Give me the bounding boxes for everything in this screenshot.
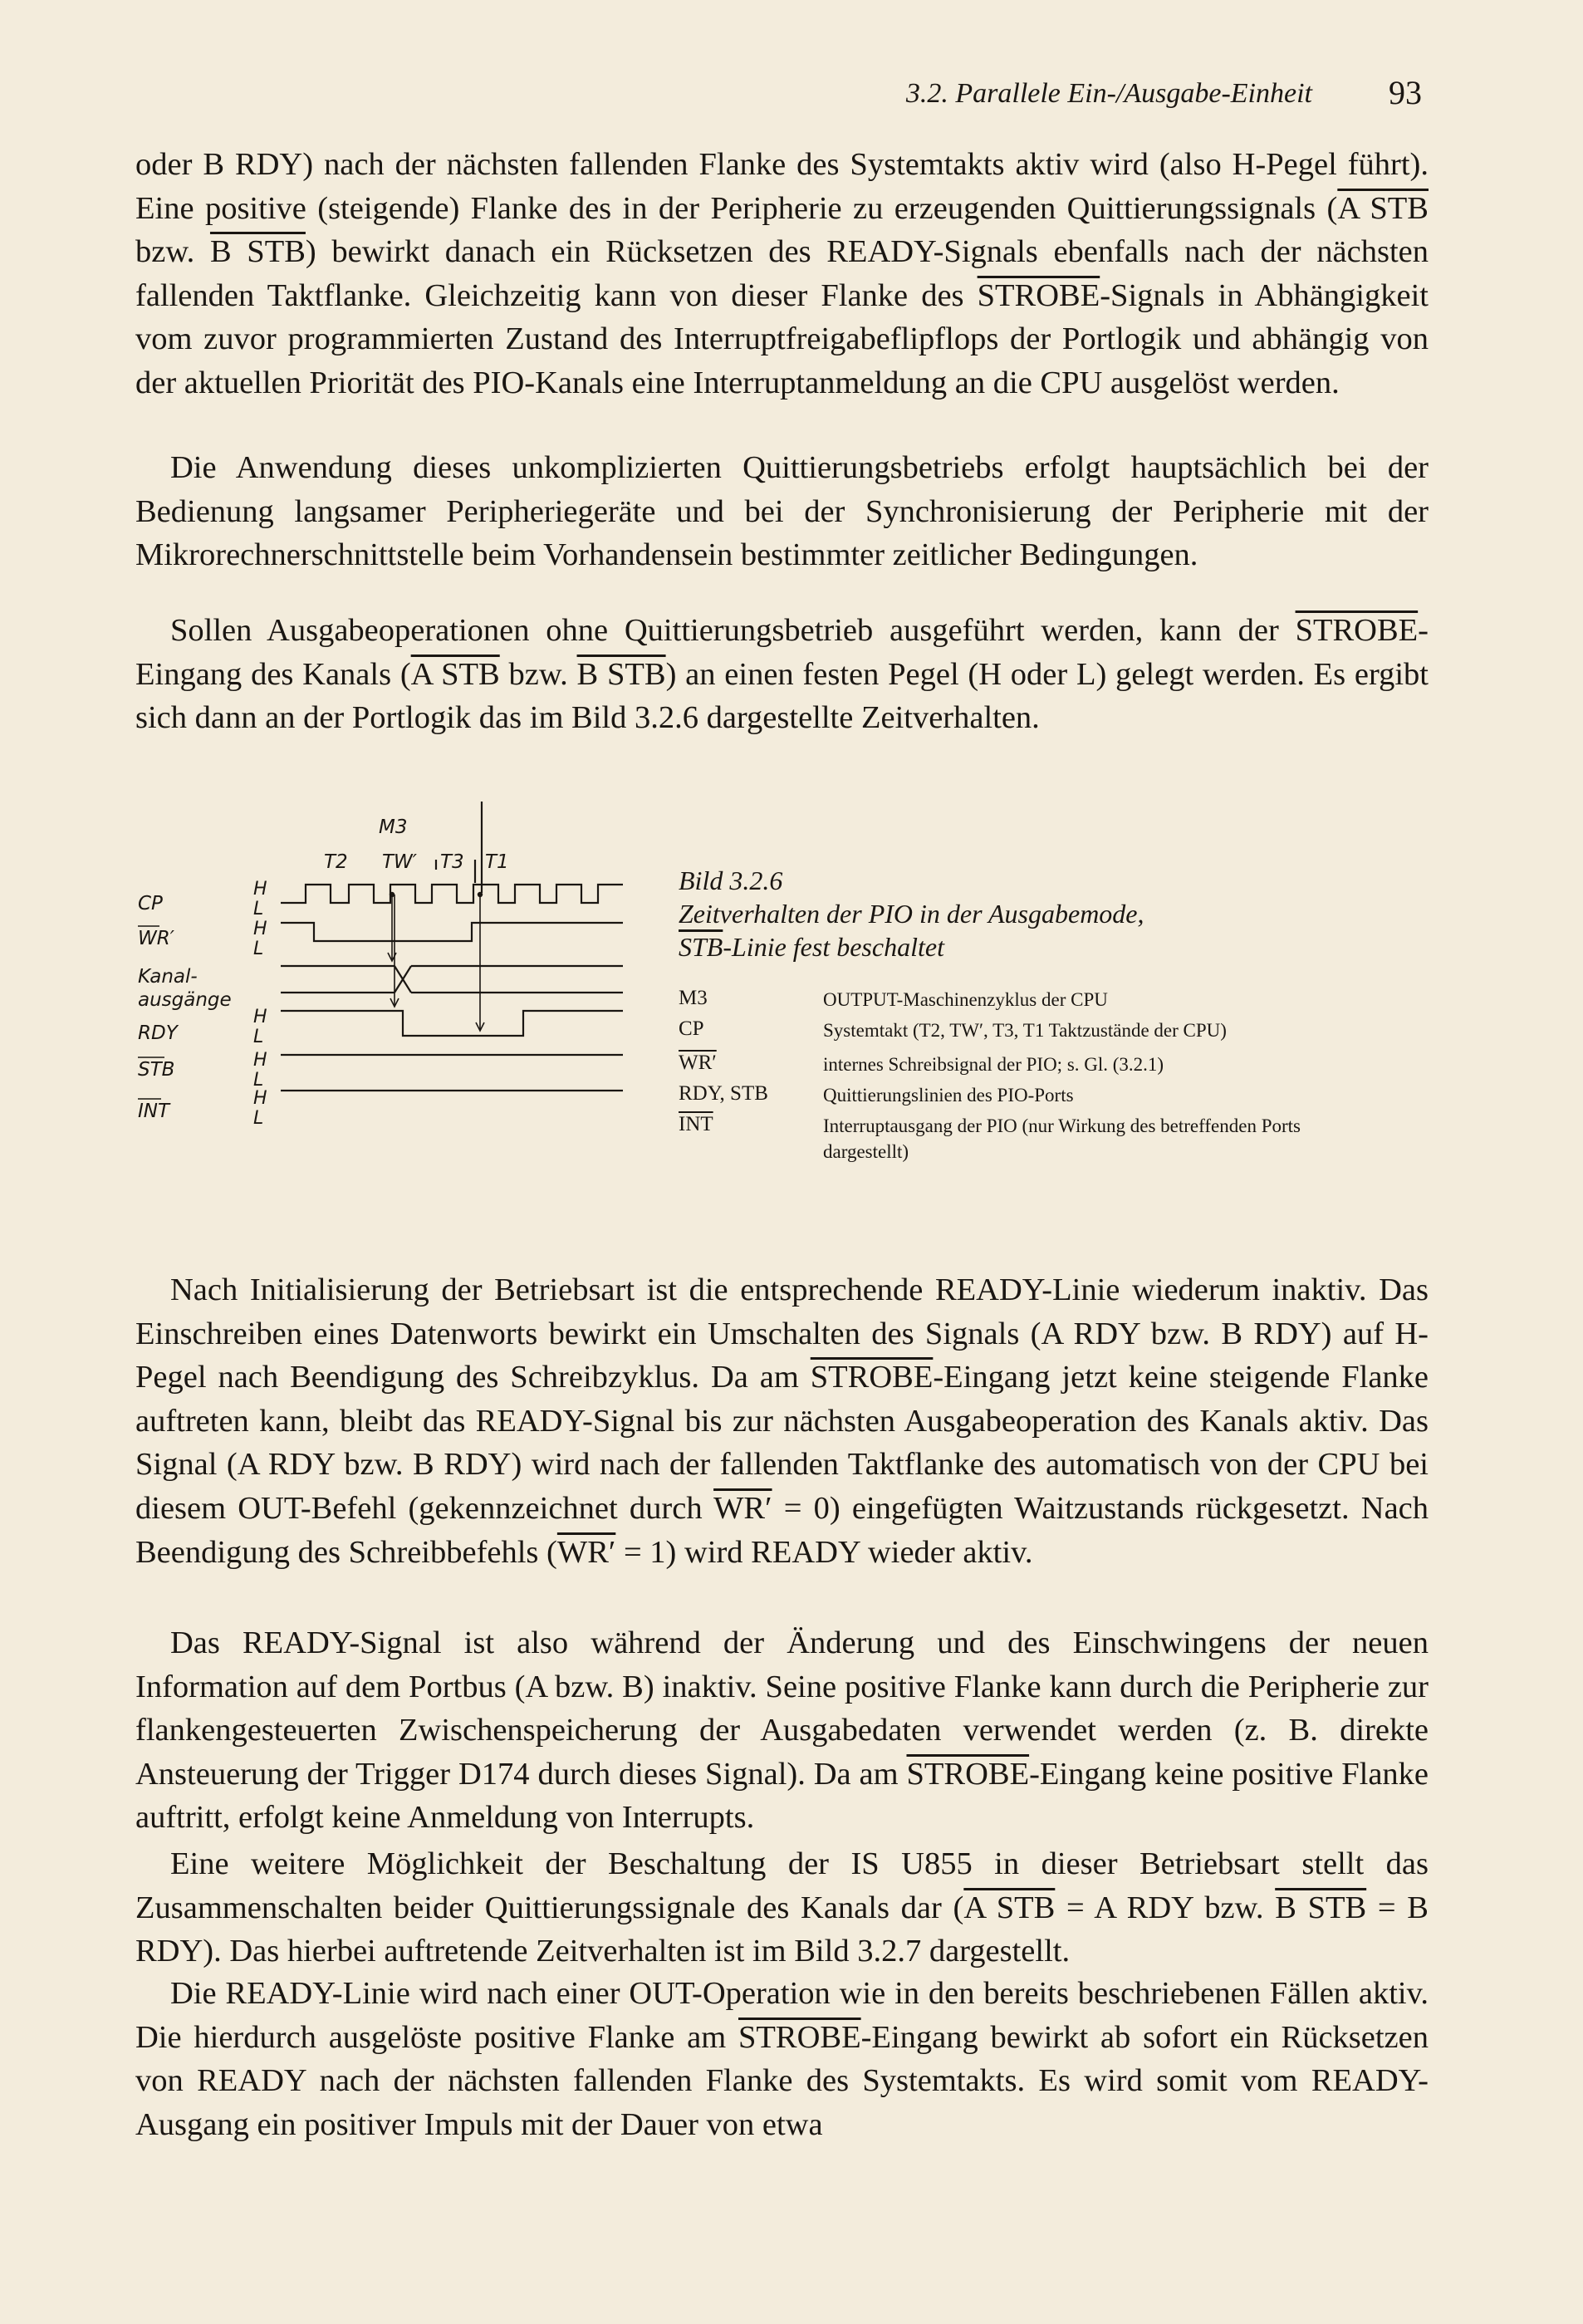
level-l: L bbox=[253, 1108, 264, 1129]
paragraph-6 bbox=[135, 1842, 1429, 1973]
legend-row bbox=[679, 1052, 1310, 1077]
cp-waveform bbox=[281, 885, 623, 903]
label-tw: TW′ bbox=[382, 851, 418, 873]
figure-caption-line-2 bbox=[679, 930, 1293, 963]
legend-text: Interruptausgang der PIO (nur Wirkung des betreffenden Ports dargestellt) bbox=[823, 1115, 1301, 1162]
timing-diagram bbox=[125, 793, 656, 1242]
legend-text: Systemtakt (T2, TW′, T3, T1 Taktzustände der CPU) bbox=[823, 1020, 1227, 1041]
legend-key: RDY, STB bbox=[679, 1082, 768, 1105]
level-l: L bbox=[253, 1027, 264, 1047]
text-run: Das READY-Signal ist also während der Änderung und des Einschwingens der neuen Information auf dem Portbus (A bzw. B) inaktiv. Seine positive Flanke kann durch die Peripherie zur flankengesteuerten Zwischenspeicherung der Ausgabedaten verwendet werden (z. B. direkte Ansteuerung der Trigger D174 durch dieses Signal). Da am bbox=[135, 1625, 1429, 1792]
text-run: = A RDY bzw. bbox=[1055, 1890, 1276, 1925]
label-kanal-1: Kanal- bbox=[138, 966, 198, 988]
label-m3: M3 bbox=[379, 816, 408, 838]
label-t3: T3 bbox=[440, 851, 464, 873]
figure-caption bbox=[679, 864, 1293, 963]
legend-key: CP bbox=[679, 1017, 704, 1040]
figure-number: Bild 3.2.6 bbox=[679, 865, 783, 895]
paragraph-7 bbox=[135, 1972, 1429, 2146]
rdy-waveform bbox=[281, 1011, 623, 1036]
node-dot bbox=[390, 892, 395, 897]
section-title: 3.2. Parallele Ein-/Ausgabe-Einheit bbox=[905, 78, 1312, 109]
text-run: = 0) eingefügten Waitzustands rückgesetzt. Nach Beendigung des Schreibbefehls ( bbox=[135, 1490, 1429, 1570]
paragraph-3 bbox=[135, 609, 1429, 740]
text-run: -Eingang jetzt keine steigende Flanke auftreten kann, bleibt das READY-Signal bis zur nächsten Ausgabeoperation des Kanals aktiv. Das Signal (A RDY bzw. B RDY) wird nach der fallenden Taktflanke des automatisch von der CPU bei diesem OUT-Befehl (gekennzeichnet durch bbox=[135, 1360, 1429, 1526]
text-run: Die READY-Linie wird nach einer OUT-Operation wie in den bereits beschriebenen Fällen aktiv. Die hierdurch ausgelöste positive Flanke am bbox=[135, 1976, 1429, 2055]
label-t1: T1 bbox=[485, 851, 509, 873]
label-kanal-2: ausgänge bbox=[138, 989, 232, 1011]
overlined-signal: $\overline{STB}$ bbox=[679, 932, 723, 962]
text-run: bzw. bbox=[135, 234, 210, 270]
label-int: INT bbox=[138, 1101, 170, 1122]
text-run: = B RDY). Das hierbei auftretende Zeitverhalten ist im Bild 3.2.7 dargestellt. bbox=[135, 1890, 1429, 1969]
wr-waveform bbox=[281, 923, 623, 941]
text-run: oder B RDY) nach der nächsten fallenden Flanke des Systemtakts aktiv wird (also H-Pegel führt). Eine positive (steigende) Flanke des in der Peripherie zu erzeugenden Quittierungssignals ( bbox=[135, 147, 1429, 226]
paragraph-5 bbox=[135, 1621, 1429, 1840]
level-l: L bbox=[253, 939, 264, 959]
level-h: H bbox=[253, 879, 267, 900]
text-run: -Eingang bewirkt ab sofort ein Rücksetzen von READY nach der nächsten fallenden Flanke des Systemtakts. Es wird somit vom READY-Ausgang ein positiver Impuls mit der Dauer von etwa bbox=[135, 2019, 1429, 2142]
text-run: ) bewirkt danach ein Rücksetzen des READY-Signals ebenfalls nach der nächsten fallenden Taktflanke. Gleichzeitig kann von dieser Flanke des bbox=[135, 234, 1429, 313]
level-h: H bbox=[253, 1088, 267, 1109]
text-run: = 1) wird READY wieder aktiv. bbox=[615, 1534, 1033, 1570]
text-run: Nach Initialisierung der Betriebsart ist die entsprechende READY-Linie wiederum inaktiv. Das Einschreiben eines Datenworts bewirkt ein Umschalten des Signals (A RDY bzw. B RDY) auf H-Pegel nach Beendigung des Schreibzyklus. Da am bbox=[135, 1272, 1429, 1395]
label-cp: CP bbox=[138, 893, 163, 914]
legend-key: $\overline{INT}$ bbox=[679, 1113, 713, 1135]
figure-caption-line-1: Zeitverhalten der PIO in der Ausgabemode, bbox=[679, 899, 1144, 929]
text-run: -Signals in Abhängigkeit vom zuvor programmierten Zustand des Interruptfreigabeflipflops der Portlogik und abhängig von der aktuellen Priorität des PIO-Kanals eine Interruptanmeldung an die CPU ausgelöst werden. bbox=[135, 277, 1429, 400]
diagram-waveforms bbox=[281, 802, 623, 1091]
overlined-signal: B STB bbox=[1275, 1890, 1367, 1925]
overlined-signal: STROBE bbox=[810, 1360, 934, 1395]
level-h: H bbox=[253, 919, 267, 939]
label-stb: STB bbox=[138, 1059, 175, 1081]
bus-transition bbox=[395, 966, 411, 993]
level-h: H bbox=[253, 1050, 267, 1071]
figure-legend bbox=[679, 987, 1310, 1169]
text-run: -Eingang keine positive Flanke auftritt, erfolgt keine Anmeldung von Interrupts. bbox=[135, 1756, 1429, 1836]
label-t2: T2 bbox=[324, 851, 348, 873]
overlined-signal: STROBE bbox=[1295, 613, 1419, 648]
diagram-dots bbox=[390, 892, 483, 897]
legend-text: Quittierungslinien des PIO-Ports bbox=[823, 1085, 1074, 1106]
legend-key: M3 bbox=[679, 987, 708, 1009]
level-l: L bbox=[253, 1070, 264, 1091]
paragraph-1 bbox=[135, 143, 1429, 405]
legend-row bbox=[679, 1017, 1310, 1043]
legend-row bbox=[679, 1082, 1310, 1108]
legend-text: internes Schreibsignal der PIO; s. Gl. (3.2.1) bbox=[823, 1054, 1164, 1075]
level-l: L bbox=[253, 899, 264, 919]
overlined-signal: STROBE bbox=[906, 1756, 1030, 1792]
paragraph-2: Die Anwendung dieses unkomplizierten Quittierungsbetriebs erfolgt hauptsächlich bei der Bedienung langsamer Peripheriegeräte und bei der Synchronisierung der Peripherie mit der Mikrorechnerschnittstelle beim Vorhandensein bestimmter zeitlicher Bedingungen. bbox=[135, 450, 1429, 573]
label-wr: WR′ bbox=[138, 928, 174, 949]
text-run: bzw. bbox=[499, 656, 577, 692]
text-run: -Eingang des Kanals ( bbox=[135, 613, 1429, 692]
overlined-signal: STROBE bbox=[738, 2019, 861, 2055]
overlined-signal: B STB bbox=[209, 234, 306, 270]
legend-row bbox=[679, 1113, 1310, 1164]
overlined-signal: WR′ bbox=[713, 1490, 772, 1526]
label-rdy: RDY bbox=[138, 1022, 178, 1044]
legend-key: WR′ bbox=[679, 1052, 717, 1074]
overlined-signal: A STB bbox=[963, 1890, 1056, 1925]
running-header bbox=[855, 73, 1429, 115]
text-run: Sollen Ausgabeoperationen ohne Quittierungsbetrieb ausgeführt werden, kann der bbox=[170, 613, 1296, 648]
text-run: ) an einen festen Pegel (H oder L) gelegt werden. Es ergibt sich dann an der Portlogik das im Bild 3.2.6 dargestellte Zeitverhalten. bbox=[135, 656, 1429, 736]
page-number: 93 bbox=[1389, 74, 1422, 111]
level-h: H bbox=[253, 1007, 267, 1027]
overlined-signal: A STB bbox=[410, 656, 500, 692]
text-run: Eine weitere Möglichkeit der Beschaltung der IS U855 in dieser Betriebsart stellt das Zusammenschalten beider Quittierungssignale des Kanals dar ( bbox=[135, 1846, 1429, 1925]
node-dot bbox=[478, 892, 483, 897]
legend-text: OUTPUT-Maschinenzyklus der CPU bbox=[823, 989, 1108, 1010]
legend-row bbox=[679, 987, 1310, 1012]
overlined-signal: A STB bbox=[1337, 190, 1429, 226]
text-run: -Linie fest beschaltet bbox=[723, 932, 944, 962]
overlined-signal: B STB bbox=[576, 656, 666, 692]
overlined-signal: STROBE bbox=[977, 277, 1100, 313]
overlined-signal: WR′ bbox=[556, 1534, 616, 1570]
paragraph-4 bbox=[135, 1268, 1429, 1574]
